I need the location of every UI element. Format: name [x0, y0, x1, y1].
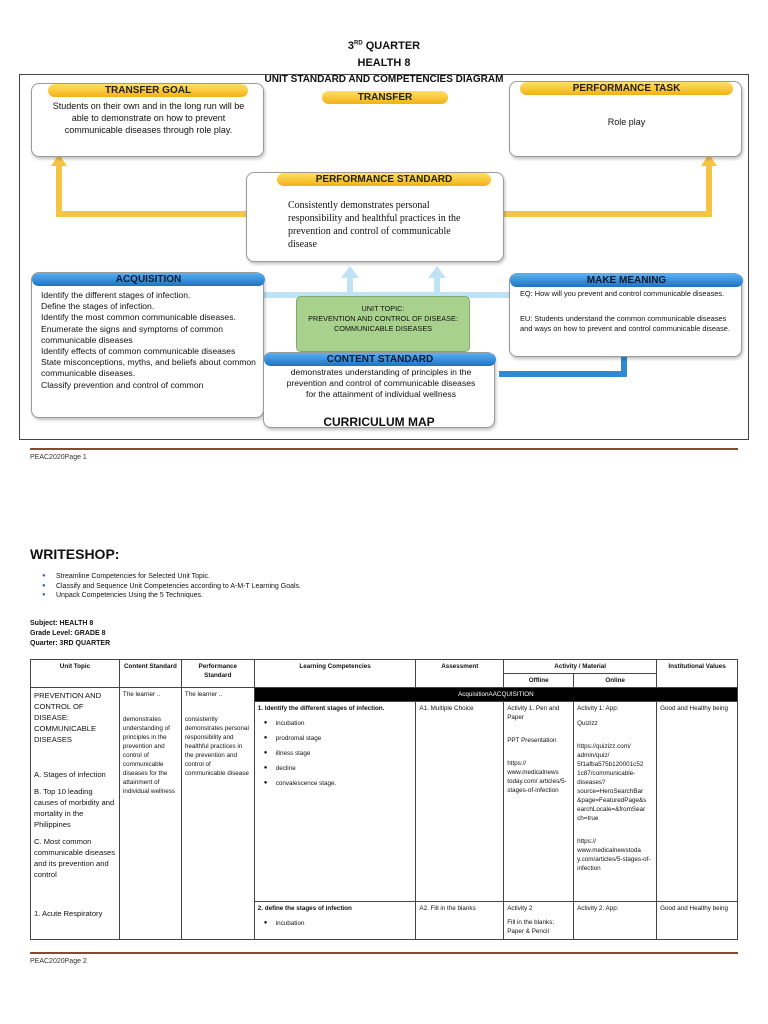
competency-1: 1. Identify the different stages of infection.	[257, 705, 385, 712]
offline-cell	[504, 702, 574, 902]
header-activity-material: Activity / Material	[504, 660, 657, 674]
make-meaning-label: MAKE MEANING	[510, 274, 743, 287]
assessment-cell: A1. Multiple Choice	[416, 702, 504, 902]
stage-item: ● prodromal stage	[258, 734, 413, 743]
content-standard-label: CONTENT STANDARD	[264, 353, 496, 366]
document-meta	[30, 619, 110, 649]
arrowhead-up-right	[428, 266, 446, 278]
stage-item: ● incubation	[258, 919, 413, 928]
meta-subject: Subject: HEALTH 8	[30, 620, 94, 627]
competency-cell	[254, 902, 416, 940]
footer-page-1: PEAC2020Page 1	[30, 454, 87, 461]
writeshop-bullet: ● Unpack Competencies Using the 5 Techniques.	[42, 591, 301, 601]
content-standard-cell	[119, 688, 181, 940]
performance-standard-text: Consistently demonstrates personal responsibility and healthful practices in the prevention and control of communicable disease	[288, 200, 461, 250]
stage-list	[258, 719, 413, 788]
header-performance-standard: Performance Standard	[181, 660, 254, 688]
performance-task-card	[509, 81, 742, 157]
unit-topic-text: PREVENTION AND CONTROL OF DISEASE: COMMUNICABLE DISEASES	[308, 314, 458, 333]
online-quizizz-link[interactable]: https://quizizz.com/ admin/quiz/ 5f1afba575b120001c52 1c87/communicable-diseases? source=HeroSearchBar &page=FeaturedPage&s earchLocale=&fromSear ch=true	[577, 743, 647, 822]
offline-activity: Activity 1. Pen and Paper	[507, 705, 560, 721]
unit-topic-cell	[31, 688, 120, 940]
writeshop-bullet: ● Classify and Sequence Unit Competencies according to A-M-T Learning Goals.	[42, 582, 301, 592]
values-cell: Good and Healthy being	[657, 902, 738, 940]
performance-standard-text: consistently demonstrates personal responsibility and healthful practices in the prevention and control of communicable disease	[184, 716, 249, 777]
acquisition-item: State misconceptions, myths, and beliefs about common communicable diseases.	[41, 357, 256, 379]
performance-standard-card	[246, 172, 504, 262]
topic-a: A. Stages of infection	[34, 770, 106, 779]
header-unit-topic: Unit Topic	[31, 660, 120, 688]
performance-standard-lead: The learner ..	[184, 691, 223, 698]
meta-grade: Grade Level: GRADE 8	[30, 630, 106, 637]
performance-standard-label: PERFORMANCE STANDARD	[277, 173, 491, 186]
quarter-word: QUARTER	[365, 40, 421, 52]
stage-item: ● convalescence stage.	[258, 779, 413, 788]
connector-to-transfer-goal	[59, 162, 247, 214]
transfer-goal-card	[31, 83, 264, 157]
writeshop-bullets	[42, 572, 301, 601]
offline-ppt: PPT Presentation	[507, 737, 557, 744]
curriculum-table	[30, 659, 738, 940]
header-online: Online	[574, 674, 657, 688]
header-assessment: Assessment	[416, 660, 504, 688]
unit-topic-box	[296, 296, 470, 352]
acquisition-card	[31, 272, 264, 418]
arrowhead-up-left	[341, 266, 359, 278]
diagram-title: UNIT STANDARD AND COMPETENCIES DIAGRAM	[264, 74, 504, 85]
competency-cell	[254, 702, 416, 902]
connector-to-performance-task	[491, 162, 709, 214]
topic-b: B. Top 10 leading causes of morbidity and mortality in the Philippines	[34, 787, 115, 829]
footer-rule-1	[30, 448, 738, 450]
offline-activity: Activity 2	[507, 905, 533, 912]
content-standard-lead: The learner ..	[122, 691, 161, 698]
header-institutional-values: Institutional Values	[657, 660, 738, 688]
make-meaning-eq: EQ: How will you prevent and control communicable diseases.	[520, 289, 725, 298]
unit-topic-label: UNIT TOPIC:	[361, 304, 405, 313]
offline-fill-blanks: Fill in the blanks: Paper & Pencil	[507, 919, 555, 935]
topic-c: C. Most common communicable diseases and its prevention and control	[34, 837, 116, 879]
acquisition-list	[41, 290, 269, 391]
acquisition-item: Identify the most common communicable diseases.	[41, 312, 236, 323]
make-meaning-card	[509, 273, 742, 357]
writeshop-title: WRITESHOP:	[30, 546, 120, 562]
header-offline: Offline	[504, 674, 574, 688]
online-app: Quizizz	[577, 720, 598, 727]
transfer-goal-text: Students on their own and in the long run will be able to demonstrate on how to prevent communicable diseases through role play.	[52, 101, 245, 135]
offline-link[interactable]: https:// www.medicalnews today.com/ articles/5-stages-of-infection	[507, 760, 567, 794]
acquisition-label: ACQUISITION	[32, 273, 265, 286]
acquisition-band: AcquisitionAACQUISITION	[254, 688, 737, 702]
subject-heading: HEALTH 8	[357, 57, 411, 69]
performance-task-label: PERFORMANCE TASK	[520, 82, 733, 95]
header-content-standard: Content Standard	[119, 660, 181, 688]
quarter-number: 3	[347, 40, 354, 52]
acquisition-item: Define the stages of infection.	[41, 301, 155, 312]
stage-list	[258, 919, 413, 928]
acquisition-item: Identify effects of common communicable diseases	[41, 346, 236, 357]
online-cell: Activity 2: App:	[574, 902, 657, 940]
assessment-cell: A2. Fill in the blanks	[416, 902, 504, 940]
content-standard-text: demonstrates understanding of principles in the prevention and control of communicable diseases for the attainment of individual wellness	[286, 367, 476, 399]
stage-item: ● decline	[258, 764, 413, 773]
online-cell	[574, 702, 657, 902]
performance-task-text: Role play	[607, 117, 646, 127]
content-standard-text: demonstrates understanding of principles in the prevention and control of communicable diseases for the attainment of individual wellness	[122, 716, 176, 795]
offline-cell	[504, 902, 574, 940]
acquisition-item: Identify the different stages of infection.	[41, 290, 191, 300]
topic-d: 1. Acute Respiratory	[34, 909, 103, 918]
performance-standard-cell	[181, 688, 254, 940]
curriculum-map-label: CURRICULUM MAP	[323, 415, 435, 429]
acquisition-item: Classify prevention and control of common	[41, 379, 204, 390]
footer-page-2: PEAC2020Page 2	[30, 958, 87, 965]
stage-item: ● illness stage	[258, 749, 413, 758]
table-row	[31, 688, 738, 702]
competency-2: 2. define the stages of infection	[257, 905, 352, 912]
transfer-label: TRANSFER	[322, 91, 448, 104]
quarter-suffix: RD	[354, 40, 363, 47]
footer-rule-2	[30, 952, 738, 954]
make-meaning-eu: EU: Students understand the common communicable diseases and ways on how to prevent and control communicable disease.	[520, 314, 730, 333]
topic-main: PREVENTION AND CONTROL OF DISEASE: COMMUNICABLE DISEASES	[34, 691, 102, 744]
values-cell: Good and Healthy being	[657, 702, 738, 902]
acquisition-item: Enumerate the signs and symptoms of common communicable diseases	[41, 323, 223, 345]
quarter-heading	[0, 40, 768, 52]
header-learning-competencies: Learning Competencies	[254, 660, 416, 688]
stage-item: ● incubation	[258, 719, 413, 728]
table-header-row	[31, 660, 738, 674]
meta-quarter: Quarter: 3RD QUARTER	[30, 640, 111, 647]
writeshop-bullet: ● Streamline Competencies for Selected Unit Topic.	[42, 572, 301, 582]
transfer-goal-label: TRANSFER GOAL	[48, 84, 248, 97]
online-activity: Activity 1: App:	[577, 705, 619, 712]
online-article-link[interactable]: https:// www.medicalnewstoda y.com/articles/5-stages-of-infection	[577, 838, 651, 872]
